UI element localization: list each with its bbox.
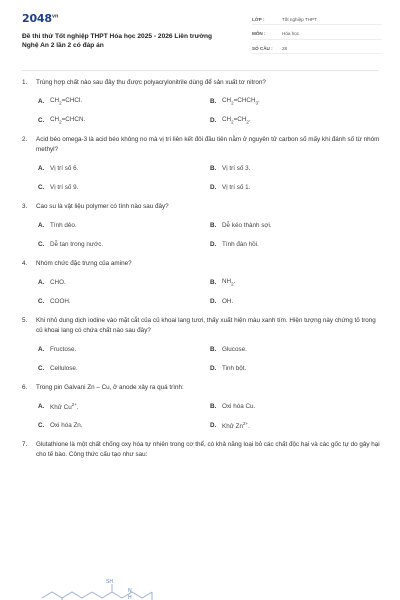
answer-option[interactable] bbox=[210, 345, 382, 354]
answer-option[interactable] bbox=[38, 421, 210, 430]
option-text: Khử $Cu^{2+}$. bbox=[50, 401, 79, 412]
question-item bbox=[22, 316, 382, 373]
option-letter: B. bbox=[210, 98, 217, 105]
answer-option[interactable] bbox=[210, 116, 382, 125]
answer-option[interactable] bbox=[210, 97, 382, 106]
answer-option[interactable] bbox=[38, 183, 210, 192]
answer-option[interactable] bbox=[210, 297, 382, 306]
answer-option[interactable] bbox=[38, 364, 210, 373]
answer-option[interactable] bbox=[210, 278, 382, 287]
option-letter: B. bbox=[210, 222, 217, 229]
answer-option[interactable] bbox=[210, 221, 382, 230]
answer-options bbox=[38, 278, 382, 306]
page-header bbox=[0, 0, 400, 66]
option-letter: B. bbox=[210, 165, 217, 172]
question-text: Nhóm chức đặc trưng của amine? bbox=[36, 260, 132, 267]
option-text: Cellulose. bbox=[50, 365, 78, 372]
option-text: Vị trí số 3. bbox=[222, 165, 251, 172]
question-stem bbox=[22, 202, 382, 212]
option-letter: D. bbox=[210, 184, 217, 191]
answer-option[interactable] bbox=[38, 345, 210, 354]
page-title: Đề thi thử Tốt nghiệp THPT Hóa học 2025 - 2026 Liên trường Nghệ An 2 lần 2 có đáp án bbox=[22, 33, 213, 49]
meta-value: Tốt nghiệp THPT bbox=[282, 16, 317, 22]
option-text: Khử $Zn^{2+}$. bbox=[222, 420, 250, 431]
option-letter: C. bbox=[38, 241, 45, 248]
question-item bbox=[22, 202, 382, 249]
option-text: Tinh bột. bbox=[222, 365, 247, 372]
glutathione-structure-image bbox=[40, 578, 200, 600]
question-stem bbox=[22, 440, 382, 460]
question-item bbox=[22, 78, 382, 125]
option-letter: A. bbox=[38, 222, 45, 229]
option-text: Fructose. bbox=[50, 346, 77, 353]
answer-option[interactable] bbox=[38, 97, 210, 106]
answer-option[interactable] bbox=[38, 116, 210, 125]
option-text: $CH_2=CH_2$. bbox=[222, 116, 251, 125]
option-text: $NH_2$. bbox=[222, 278, 236, 287]
meta-value: Hóa học bbox=[282, 31, 300, 36]
question-number: 7. bbox=[22, 441, 28, 448]
answer-option[interactable] bbox=[38, 297, 210, 306]
option-text: Glucose. bbox=[222, 346, 247, 353]
option-letter: B. bbox=[210, 403, 217, 410]
question-item bbox=[22, 440, 382, 460]
option-text: OH. bbox=[222, 298, 234, 305]
option-letter: D. bbox=[210, 298, 217, 305]
question-text: Glutathione là một chất chống oxy hóa tự nhiên trong cơ thể, có khả năng loại bỏ các chất độc hại và các gốc tự do gây hại cho tế bào. Công thức cấu tạo như sau: bbox=[36, 441, 380, 458]
question-stem bbox=[22, 383, 382, 393]
question-text: Trùng hợp chất nào sau đây thu được polyacrylonitrile dùng để sản xuất tơ nitron? bbox=[36, 79, 266, 86]
answer-option[interactable] bbox=[38, 164, 210, 173]
question-number: 3. bbox=[22, 203, 28, 210]
option-text: CHO. bbox=[50, 279, 66, 286]
option-letter: C. bbox=[38, 184, 45, 191]
option-letter: C. bbox=[38, 365, 45, 372]
question-item bbox=[22, 259, 382, 306]
answer-option[interactable] bbox=[210, 240, 382, 249]
answer-option[interactable] bbox=[210, 421, 382, 430]
meta-label: SỐ CÂU : bbox=[252, 45, 273, 51]
answer-option[interactable] bbox=[210, 402, 382, 411]
header-divider bbox=[22, 70, 378, 71]
question-stem bbox=[22, 259, 382, 269]
question-stem bbox=[22, 316, 382, 336]
question-number: 6. bbox=[22, 384, 28, 391]
structure-label-h: H bbox=[128, 595, 132, 600]
option-letter: B. bbox=[210, 279, 217, 286]
option-text: $CH_2=CHCl$. bbox=[50, 97, 83, 106]
option-text: Tính đàn hồi. bbox=[222, 241, 259, 248]
option-letter: C. bbox=[38, 117, 45, 124]
structure-label-n: N bbox=[128, 588, 132, 594]
question-number: 5. bbox=[22, 317, 28, 324]
option-text: Vị trí số 6. bbox=[50, 165, 79, 172]
meta-row bbox=[252, 29, 382, 40]
option-text: $CH_2=CHCH_3$. bbox=[222, 97, 260, 106]
option-letter: A. bbox=[38, 346, 45, 353]
option-letter: A. bbox=[38, 98, 45, 105]
option-letter: A. bbox=[38, 165, 45, 172]
option-text: Vị trí số 1. bbox=[222, 184, 251, 191]
option-text: Dễ kéo thành sợi. bbox=[222, 222, 272, 229]
option-letter: D. bbox=[210, 241, 217, 248]
option-letter: D. bbox=[210, 117, 217, 124]
question-number: 4. bbox=[22, 260, 28, 267]
question-text: Acid béo omega-3 là acid béo không no mà vị trí liên kết đôi đầu tiên nằm ở nguyên tử carbon số mấy khi đánh số từ nhóm methyl? bbox=[36, 136, 380, 153]
question-text: Cao su là vật liệu polymer có tính nào sau đây? bbox=[36, 203, 169, 210]
exam-meta bbox=[252, 14, 382, 58]
question-stem bbox=[22, 135, 382, 155]
answer-options bbox=[38, 345, 382, 373]
option-text: $CH_2=CHCN$. bbox=[50, 116, 86, 125]
question-stem bbox=[22, 78, 382, 88]
answer-options bbox=[38, 402, 382, 430]
answer-option[interactable] bbox=[210, 183, 382, 192]
answer-option[interactable] bbox=[38, 402, 210, 411]
option-letter: D. bbox=[210, 422, 217, 429]
question-number: 2. bbox=[22, 136, 28, 143]
answer-option[interactable] bbox=[38, 221, 210, 230]
answer-option[interactable] bbox=[38, 278, 210, 287]
option-text: COOH. bbox=[50, 298, 71, 305]
answer-options bbox=[38, 164, 382, 192]
option-text: Tính dẻo. bbox=[50, 222, 77, 229]
meta-value: 28 bbox=[282, 45, 288, 51]
question-list bbox=[22, 78, 382, 470]
question-text: Trong pin Galvani Zn – Cu, ở anode xảy ra quá trình: bbox=[36, 384, 184, 391]
meta-row bbox=[252, 14, 382, 25]
option-letter: B. bbox=[210, 346, 217, 353]
answer-option[interactable] bbox=[210, 164, 382, 173]
question-text: Khi nhỏ dung dịch iodine vào mặt cắt của củ khoai lang tươi, thấy xuất hiện màu xanh tím. Hiện tượng này chứng tỏ trong củ khoai lang có chứa chất nào sau đây? bbox=[36, 317, 376, 334]
answer-option[interactable] bbox=[38, 240, 210, 249]
meta-label: LỚP : bbox=[252, 16, 265, 22]
structure-label-sh: SH bbox=[106, 579, 113, 585]
answer-options bbox=[38, 97, 382, 125]
option-letter: D. bbox=[210, 365, 217, 372]
option-text: Oxi hóa Cu. bbox=[222, 403, 256, 410]
site-logo[interactable]: $2048^{vn}$ bbox=[22, 12, 59, 25]
answer-options bbox=[38, 221, 382, 249]
option-letter: A. bbox=[38, 279, 45, 286]
option-text: Dễ tan trong nước. bbox=[50, 241, 104, 248]
option-text: Vị trí số 9. bbox=[50, 184, 79, 191]
option-letter: A. bbox=[38, 403, 45, 410]
question-item bbox=[22, 135, 382, 192]
question-number: 1. bbox=[22, 79, 28, 86]
option-letter: C. bbox=[38, 298, 45, 305]
option-text: Oxi hóa Zn. bbox=[50, 422, 83, 429]
answer-option[interactable] bbox=[210, 364, 382, 373]
option-letter: C. bbox=[38, 422, 45, 429]
meta-row bbox=[252, 43, 382, 54]
meta-label: MÔN : bbox=[252, 31, 266, 36]
question-item bbox=[22, 383, 382, 430]
